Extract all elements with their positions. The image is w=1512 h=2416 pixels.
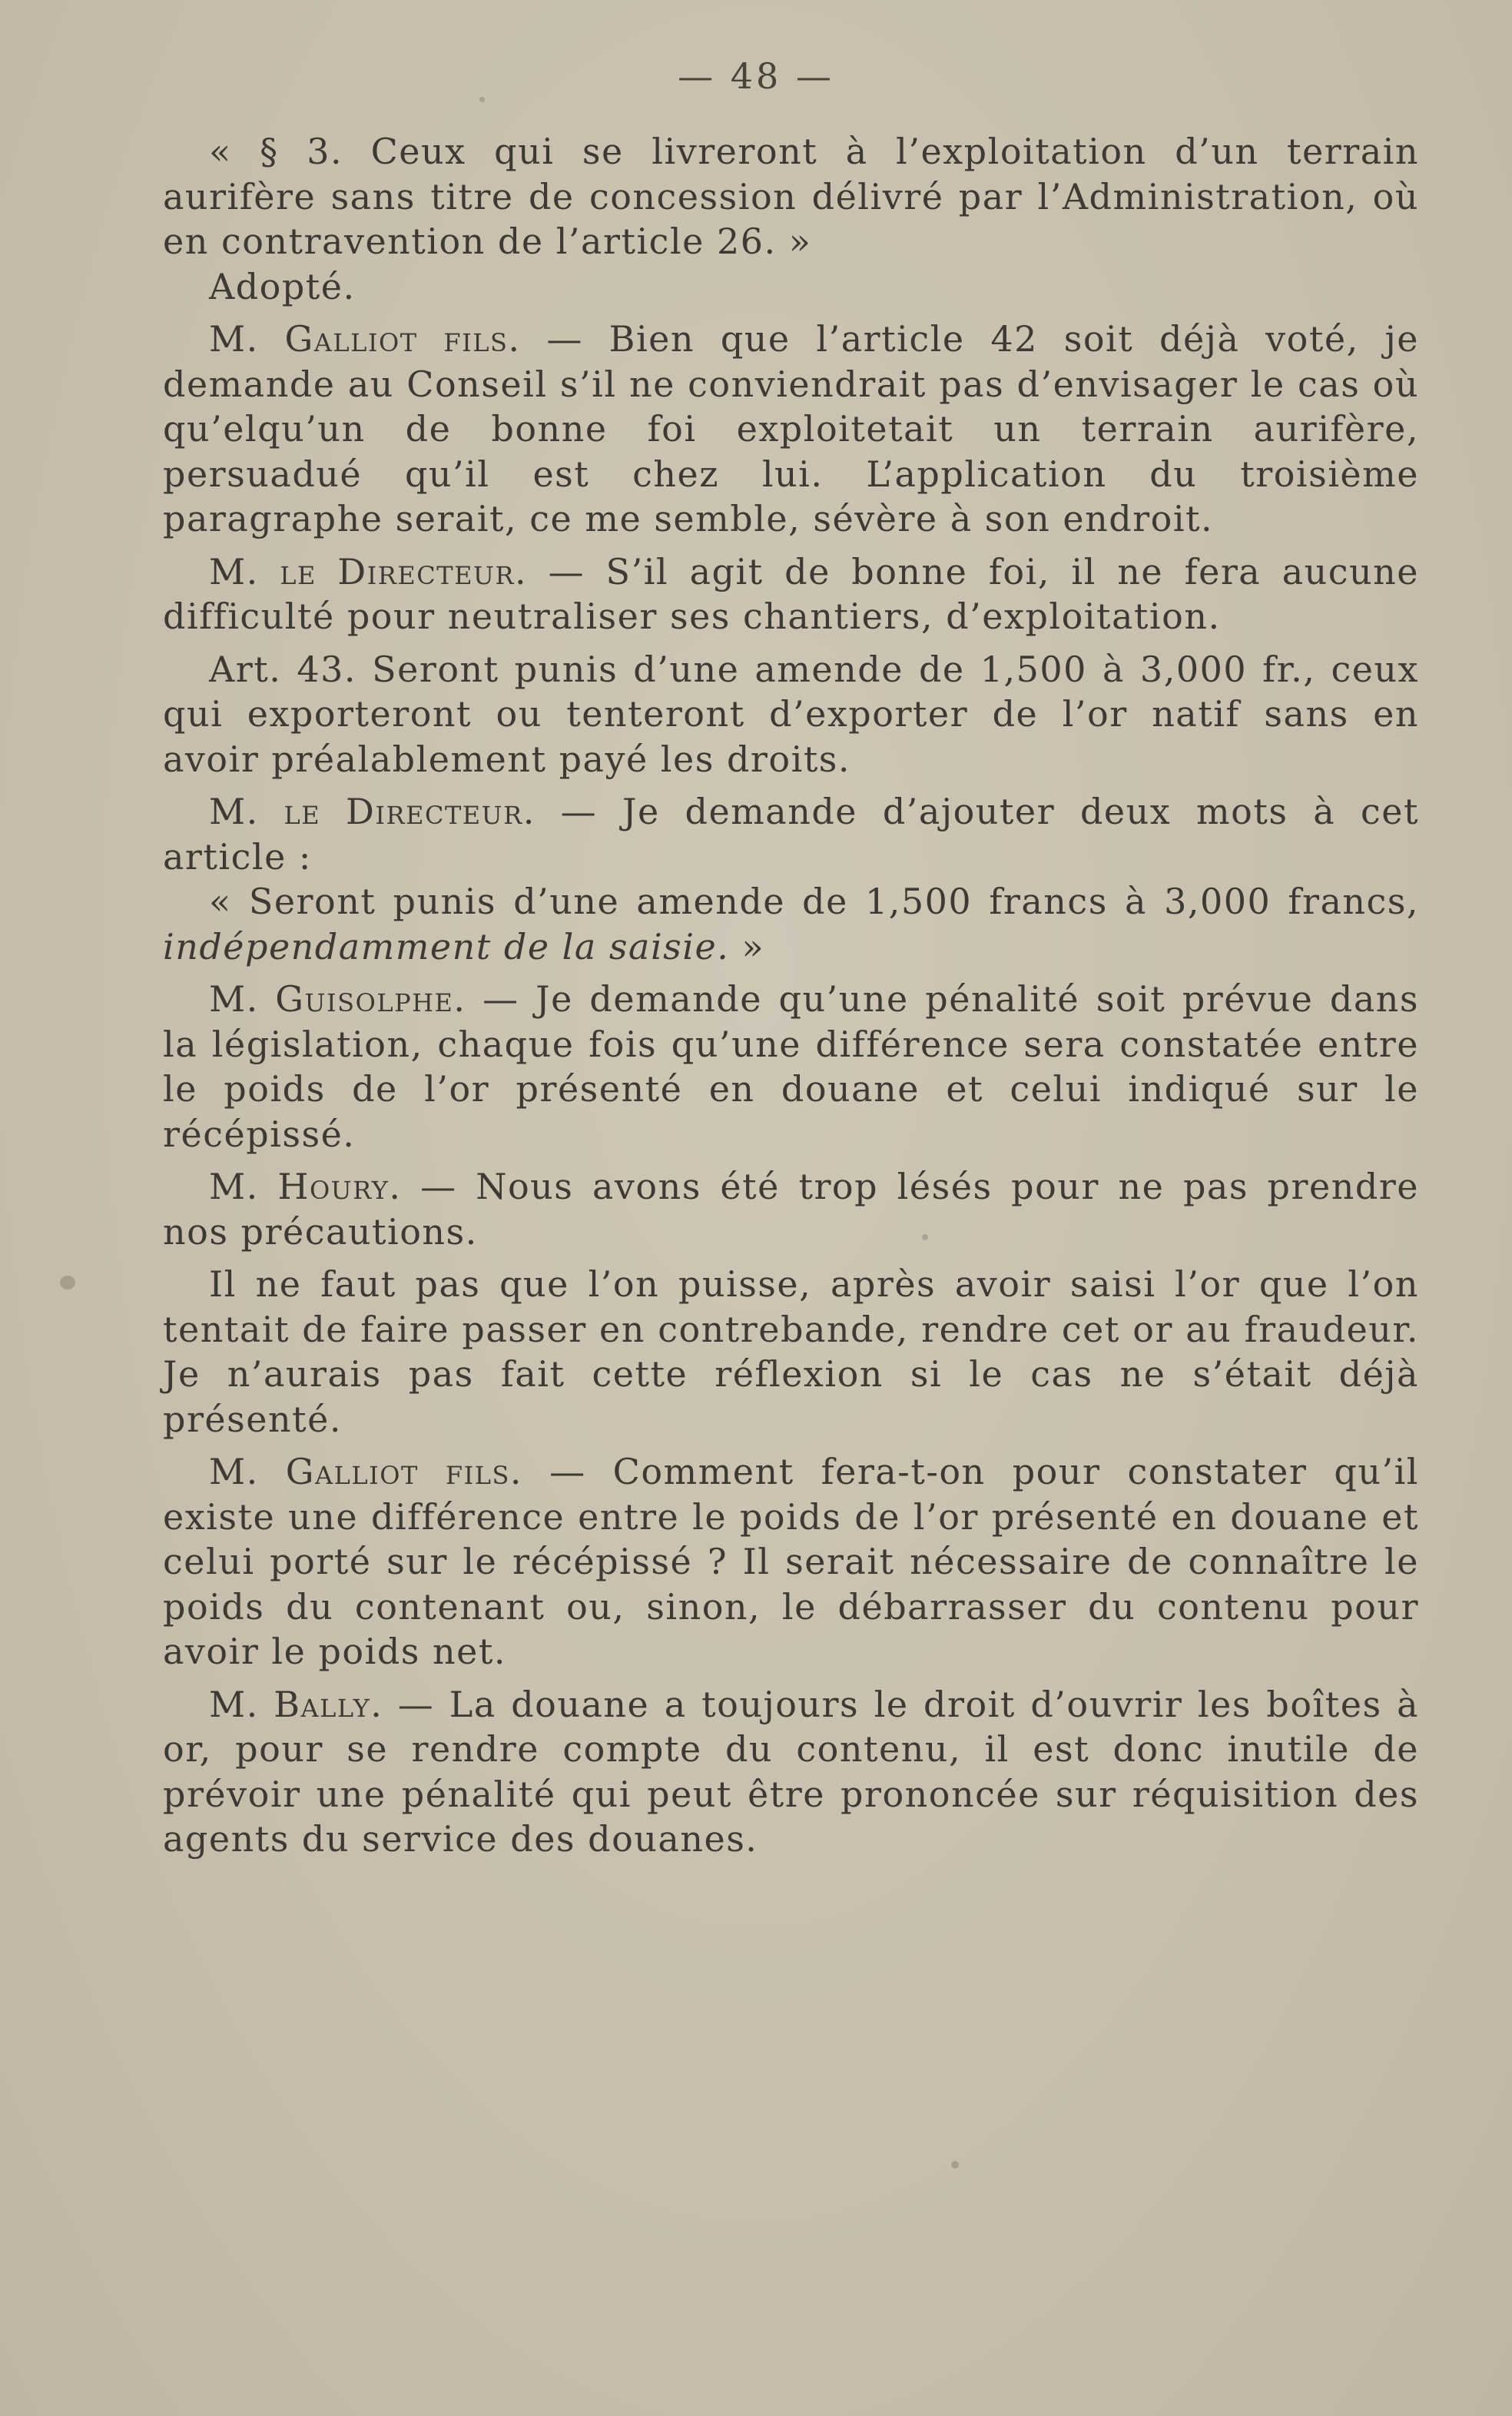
paragraph-text: — Comment fera-t-on pour constater qu’il existe une différence entre le poids de l’or présenté en douane et celui porté sur le récépissé ? Il serait nécessaire de connaître le poids du contenant ou, sinon, le débarrasser du contenu pour avoir le poids net. (163, 1451, 1419, 1672)
paper-speck (60, 1276, 75, 1289)
paragraph-text: — Je demande d’ajouter deux mots à cet article : (163, 791, 1419, 878)
paragraph-houry-2 (163, 1262, 1419, 1442)
speaker-name: M. le Directeur. (209, 791, 536, 832)
paragraph-text: — Bien que l’article 42 soit déjà voté, je demande au Conseil s’il ne conviendrait pas d’envisager le cas où qu’elqu’un de bonne foi exploitetait un terrain aurifère, persuadué qu’il est chez lui. L’application du troisième paragraphe serait, ce me semble, sévère à son endroit. (163, 318, 1419, 539)
paragraph-galliot-2 (163, 1449, 1419, 1674)
paragraph-text: — S’il agit de bonne foi, il ne fera aucune difficulté pour neutraliser ses chantiers, d’exploitation. (163, 550, 1419, 637)
page-number: — 48 — (678, 55, 834, 97)
speaker-name: M. Galliot fils. (209, 1451, 523, 1492)
paragraph-text: « Seront punis d’une amende de 1,500 francs à 3,000 francs, (209, 881, 1419, 922)
speaker-name: M. Bally. (209, 1683, 383, 1725)
paragraph-text: — La douane a toujours le droit d’ouvrir les boîtes à or, pour se rendre compte du contenu, il est donc inutile de prévoir une pénalité qui peut être prononcée sur réquisition des agents du service des douanes. (163, 1683, 1419, 1860)
paragraph-guisolphe (163, 977, 1419, 1157)
paragraph-text: Il ne faut pas que l’on puisse, après avoir saisi l’or que l’on tentait de faire passer en contrebande, rendre cet or au fraudeur. Je n’aurais pas fait cette réflexion si le cas ne s’était déjà présenté. (163, 1263, 1419, 1440)
document-body (163, 129, 1419, 1870)
paragraph-adopted (163, 264, 1419, 310)
paragraph-text-after: » (729, 925, 765, 967)
speaker-name: M. Galliot fils. (209, 318, 521, 360)
paper-speck (922, 1234, 928, 1240)
paragraph-text: Adopté. (209, 265, 356, 307)
speaker-name: M. le Directeur. (209, 550, 528, 592)
paragraph-houry-1 (163, 1164, 1419, 1254)
speaker-name: M. Houry. (209, 1166, 402, 1207)
paragraph-directeur-2 (163, 789, 1419, 879)
speaker-name: M. Guisolphe. (209, 978, 466, 1020)
paragraph-text: — Nous avons été trop lésés pour ne pas prendre nos précautions. (163, 1166, 1419, 1253)
paragraph-text: — Je demande qu’une pénalité soit prévue dans la législation, chaque fois qu’une différence sera constatée entre le poids de l’or présenté en douane et celui indiqué sur le récépissé. (163, 978, 1419, 1155)
paragraph-bally (163, 1682, 1419, 1862)
paper-speck (479, 97, 485, 102)
paragraph-amendment-quote (163, 879, 1419, 969)
paragraph-text: Art. 43. Seront punis d’une amende de 1,500 à 3,000 fr., ceux qui exporteront ou tenteront d’exporter de l’or natif sans en avoir préalablement payé les droits. (163, 648, 1419, 780)
paragraph-article-43 (163, 647, 1419, 782)
paper-speck (951, 2161, 959, 2169)
paragraph-galliot-1 (163, 317, 1419, 542)
emphasized-text: indépendamment de la saisie. (163, 925, 730, 967)
paragraph-directeur-1 (163, 549, 1419, 639)
paragraph-article-section-3 (163, 129, 1419, 264)
paragraph-text: « § 3. Ceux qui se livreront à l’exploitation d’un terrain aurifère sans titre de concession délivré par l’Administration, où en contravention de l’article 26. » (163, 131, 1419, 262)
